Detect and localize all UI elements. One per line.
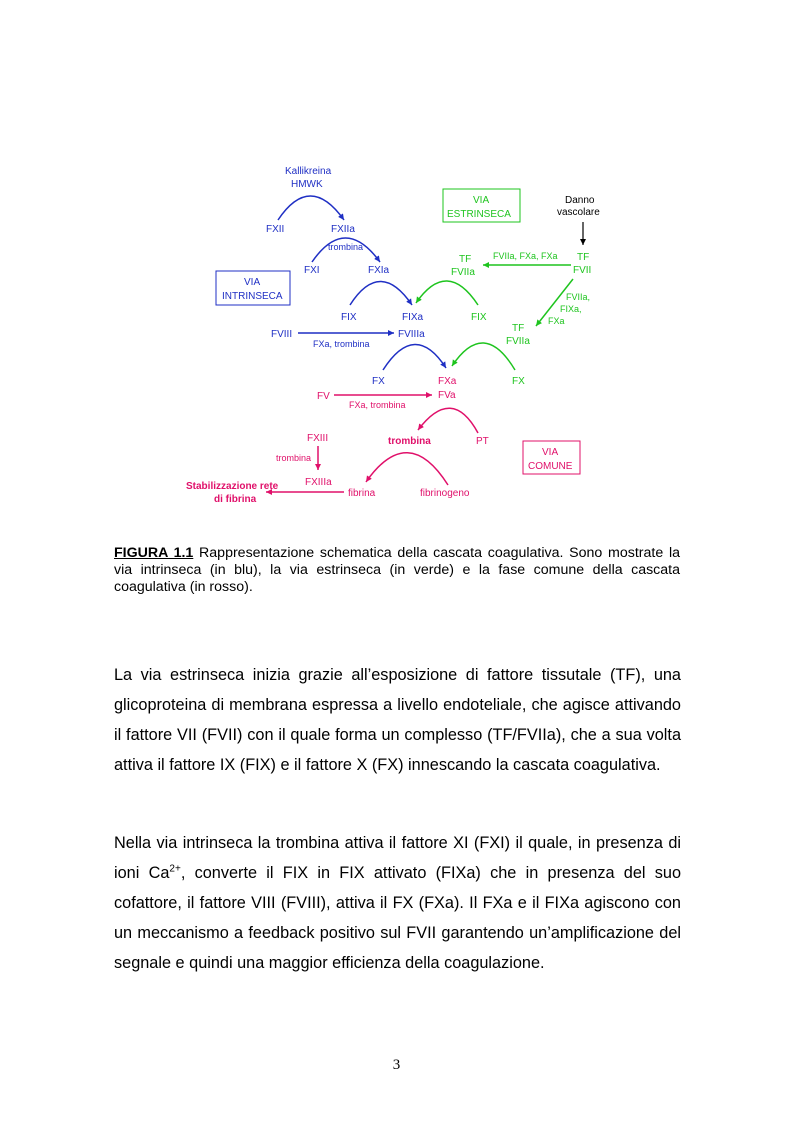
label-tf-green-2: TF	[512, 323, 525, 334]
label-fviia-ext-2: FIXa,	[560, 304, 582, 314]
label-trombina-red: trombina	[388, 436, 431, 447]
label-fviia-green-1: FVIIa	[451, 267, 475, 278]
figure-label: FIGURA 1.1	[114, 545, 194, 561]
label-fibrinogeno: fibrinogeno	[420, 488, 470, 499]
label-fx-green: FX	[512, 376, 525, 387]
paragraph-2-part-1: Nella via intrinseca la trombina attiva il fattore XI (FXI) il quale, in presenza di ioni Ca	[114, 834, 681, 882]
label-fxiia: FXIIa	[331, 224, 355, 235]
label-fxiiia: FXIIIa	[305, 477, 332, 488]
label-fviia-fxa-fxa: FVIIa, FXa, FXa	[493, 251, 558, 261]
label-fibrina: fibrina	[348, 488, 376, 499]
arc-fibrinogeno-fibrina	[366, 453, 448, 485]
arc-fxii-fxiia	[278, 196, 344, 220]
label-kallikreina: Kallikreina	[285, 166, 332, 177]
label-via-intrinseca-2: INTRINSECA	[222, 291, 283, 302]
label-via-estrinseca-1: VIA	[473, 195, 490, 206]
label-pt: PT	[476, 436, 489, 447]
label-fxa-trombina-1: FXa, trombina	[313, 339, 370, 349]
arc-green-fix-fixa	[416, 281, 478, 305]
label-fv: FV	[317, 391, 330, 402]
label-fvii: FVII	[573, 265, 592, 276]
label-tf-green-1: TF	[459, 254, 472, 265]
arc-fx-fxa	[383, 344, 446, 370]
label-danno-1: Danno	[565, 195, 595, 206]
label-fviii: FVIII	[271, 329, 293, 340]
label-fix-green: FIX	[471, 312, 487, 323]
label-fviiia: FVIIIa	[398, 329, 425, 340]
label-via-comune-1: VIA	[542, 447, 559, 458]
label-trombina-red-small: trombina	[276, 453, 312, 463]
label-fviia-ext-3: FXa	[548, 316, 565, 326]
arc-green-fx-fxa	[452, 343, 515, 370]
label-fxia: FXIa	[368, 265, 390, 276]
label-fxii: FXII	[266, 224, 285, 235]
figure-caption-text: Rappresentazione schematica della cascata coagulativa. Sono mostrate la via intrinseca (in blu), la via estrinseca (in verde) e la fase comune della cascata coagulativa (in rosso).	[114, 545, 680, 595]
label-fx-blue: FX	[372, 376, 385, 387]
body-paragraph-2	[114, 828, 681, 978]
arc-fix-fixa	[350, 282, 412, 306]
label-fxa: FXa	[438, 376, 457, 387]
label-fxa-trombina-2: FXa, trombina	[349, 400, 406, 410]
coagulation-cascade-diagram	[0, 0, 793, 520]
label-fix-blue: FIX	[341, 312, 357, 323]
label-fviia-ext-1: FVIIa,	[566, 292, 591, 302]
label-tf-top: TF	[577, 252, 590, 263]
label-hmwk: HMWK	[291, 179, 323, 190]
paragraph-2-part-2: , converte il FIX in FIX attivato (FIXa) che in presenza del suo cofattore, il fattore VIII (FVIII), attiva il FX (FXa). Il FXa e il FIXa agiscono con un meccanismo a feedback positivo sul FVII garantendo un’amplificazione del segnale e quindi una maggior efficienza della coagulazione.	[114, 864, 681, 972]
label-trombina-blue: trombina	[328, 242, 364, 252]
label-via-comune-2: COMUNE	[528, 461, 573, 472]
page-number: 3	[392, 1057, 401, 1073]
label-fixa: FIXa	[402, 312, 424, 323]
arc-pt-trombina	[418, 408, 478, 433]
label-via-intrinseca-1: VIA	[244, 277, 261, 288]
paragraph-2-superscript: 2+	[169, 863, 181, 875]
body-paragraph-1: La via estrinseca inizia grazie all’esposizione di fattore tissutale (TF), una glicoproteina di membrana espressa a livello endoteliale, che agisce attivando il fattore VII (FVII) con il quale forma un complesso (TF/FVIIa), che a sua volta attiva il fattore IX (FIX) e il fattore X (FX) innescando la cascata coagulativa.	[114, 666, 681, 774]
label-stabilizzazione-2: di fibrina	[214, 494, 257, 505]
label-fxi: FXI	[304, 265, 320, 276]
label-fviia-green-2: FVIIa	[506, 336, 530, 347]
label-fva: FVa	[438, 390, 456, 401]
figure-caption	[114, 545, 680, 596]
label-fxiii: FXIII	[307, 433, 329, 444]
label-danno-2: vascolare	[557, 207, 600, 218]
label-via-estrinseca-2: ESTRINSECA	[447, 209, 511, 220]
label-stabilizzazione-1: Stabilizzazione rete	[186, 481, 279, 492]
